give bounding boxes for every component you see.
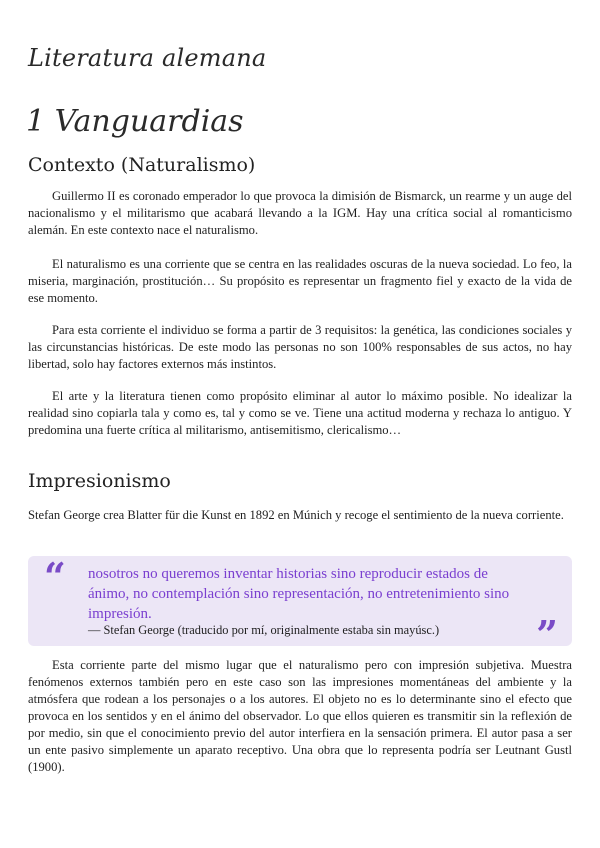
quote-close-icon: ” xyxy=(536,612,558,657)
chapter-title: 1 Vanguardias xyxy=(26,104,244,139)
paragraph: El arte y la literatura tienen como propósito eliminar al autor lo máximo posible. No idealizar la realidad sino copiarla tala y como es, tal y como se ve. Tiene una actitud moderna y rechaza lo antiguo. Y predomina una fuerte crítica al militarismo, antisemitismo, clericalismo… xyxy=(28,389,572,437)
paragraph: Guillermo II es coronado emperador lo que provoca la dimisión de Bismarck, un rearme y un auge del nacionalismo y el militarismo que acabará llevando a la IGM. Hay una crítica social al romanticismo alemán. En este contexto nace el naturalismo. xyxy=(28,189,572,237)
paragraph: Para esta corriente el individuo se forma a partir de 3 requisitos: la genética, las condiciones sociales y las circunstancias históricas. De este modo las personas no son 100% responsables de sus actos, no hay libertad, solo hay factores externos más instintos. xyxy=(28,323,572,371)
document-title: Literatura alemana xyxy=(28,44,267,72)
section-heading-impresionismo: Impresionismo xyxy=(28,470,171,492)
paragraph: El naturalismo es una corriente que se centra en las realidades oscuras de la nueva sociedad. Lo feo, la miseria, marginación, prostitución… Su propósito es representar un fragmento fiel y exacto de la vida de ese momento. xyxy=(28,257,572,305)
section-heading-contexto: Contexto (Naturalismo) xyxy=(28,154,256,176)
quote-open-icon: “ xyxy=(44,554,66,599)
paragraph-intro: Stefan George crea Blatter für die Kunst en 1892 en Múnich y recoge el sentimiento de la nueva corriente. xyxy=(28,508,564,522)
quote-text: nosotros no queremos inventar historias sino reproducir estados de ánimo, no contemplación sino representación, no entretenimiento sino impresión. xyxy=(88,566,510,622)
paragraph: Esta corriente parte del mismo lugar que el naturalismo pero con impresión subjetiva. Muestra fenómenos externos también pero en este caso son las impresiones momentáneas del ambiente y la atmósfera que rodean a los personajes o a los autores. El objeto no es lo determinante sino el efecto que provoca en los sentidos y en el ánimo del observador. Lo que ellos quieren es transmitir sin la reflexión de por medio, sin que el conocimiento previo del autor interfiera en la sensación primera. El autor pasa a ser un ente pasivo simplemente un aparato receptivo. Una obra que lo representa podría ser Leutnant Gustl (1900). xyxy=(28,658,572,774)
quote-citation: — Stefan George (traducido por mí, originalmente estaba sin mayúsc.) xyxy=(88,623,440,637)
blockquote xyxy=(28,554,572,657)
